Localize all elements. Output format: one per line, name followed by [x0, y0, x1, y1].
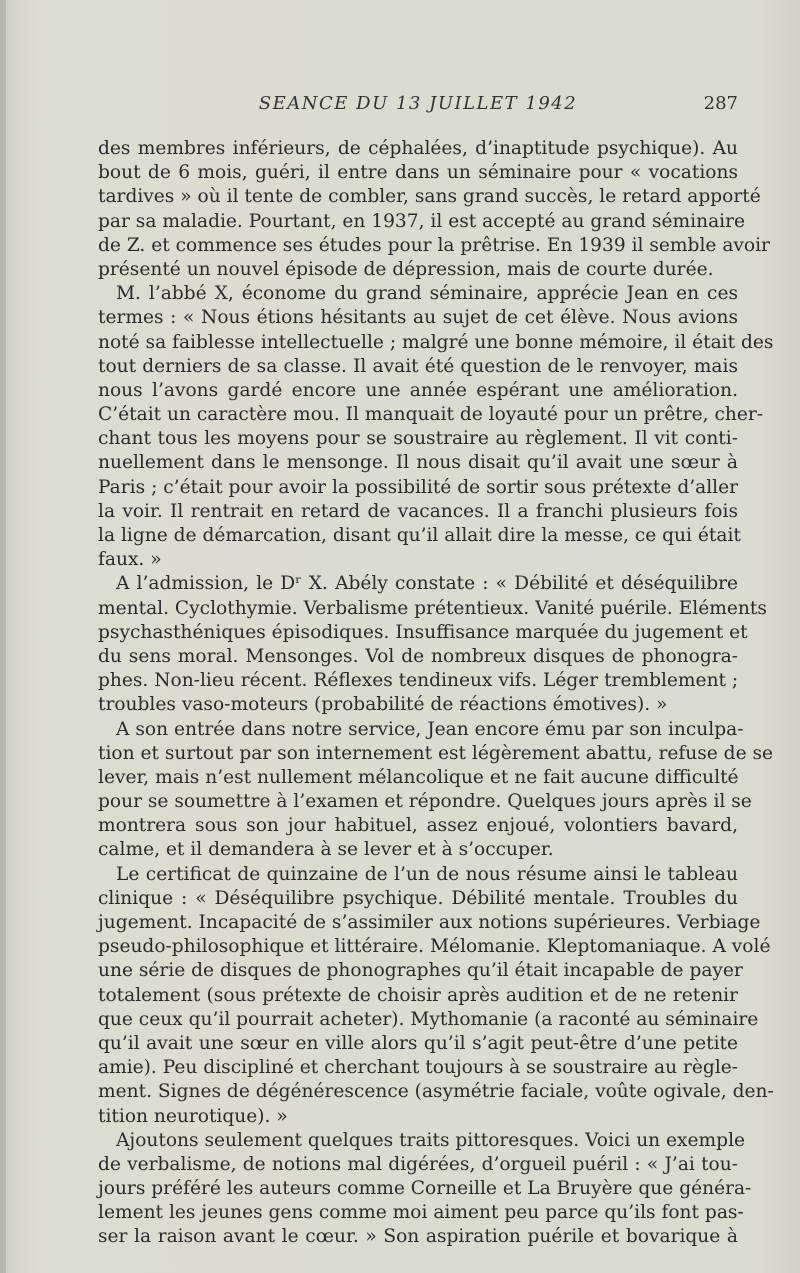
text-line: termes : « Nous étions hésitants au sujet de cet élève. Nous avions: [98, 307, 738, 329]
text-line: tion et surtout par son internement est légèrement abattu, refuse de se: [98, 742, 774, 764]
text-line: chant tous les moyens pour se soustraire au règlement. Il vit conti-: [98, 428, 738, 450]
text-line: C’était un caractère mou. Il manquait de loyauté pour un prêtre, cher-: [98, 404, 764, 426]
text-line: M. l’abbé X, économe du grand séminaire, apprécie Jean en ces: [116, 283, 738, 305]
text-line: tout derniers de sa classe. Il avait été question de le renvoyer, mais: [98, 355, 738, 377]
text-line: la ligne de démarcation, disant qu’il allait dire la messe, ce qui était: [98, 525, 741, 546]
text-line: nuellement dans le mensonge. Il nous disait qu’il avait une sœur à: [98, 452, 738, 474]
text-line: que ceux qu’il pourrait acheter). Mythomanie (a raconté au séminaire: [98, 1008, 759, 1030]
page-number: 287: [703, 93, 738, 114]
text-line: jours préféré les auteurs comme Corneille et La Bruyère que généra-: [98, 1178, 752, 1200]
text-line: Le certificat de quinzaine de l’un de nous résume ainsi le tableau: [116, 863, 738, 885]
text-line: tardives » où il tente de combler, sans grand succès, le retard apporté: [98, 186, 761, 208]
text-line: bout de 6 mois, guéri, il entre dans un séminaire pour « vocations: [98, 162, 738, 184]
text-line: pour se soumettre à l’examen et répondre. Quelques jours après il se: [98, 791, 752, 813]
text-line: Paris ; c’était pour avoir la possibilité de sortir sous prétexte d’aller: [98, 476, 738, 498]
text-line: pseudo-philosophique et littéraire. Mélomanie. Kleptomaniaque. A volé: [98, 936, 771, 958]
text-line: tition neurotique). »: [98, 1105, 288, 1127]
text-line: A l’admission, le Dʳ X. Abély constate : « Débilité et déséquilibre: [116, 573, 738, 595]
text-line: nous l’avons gardé encore une année espérant une amélioration.: [98, 379, 738, 401]
text-line: la voir. Il rentrait en retard de vacances. Il a franchi plusieurs fois: [98, 500, 738, 522]
text-line: mental. Cyclothymie. Verbalisme prétentieux. Vanité puérile. Eléments: [98, 597, 767, 619]
text-line: amie). Peu discipliné et cherchant toujours à se soustraire au règle-: [98, 1057, 739, 1079]
text-line: Ajoutons seulement quelques traits pittoresques. Voici un exemple: [116, 1129, 746, 1151]
running-title: SEANCE DU 13 JUILLET 1942: [258, 93, 578, 114]
text-line: des membres inférieurs, de céphalées, d’inaptitude psychique). Au: [98, 138, 738, 159]
text-line: jugement. Incapacité de s’assimiler aux notions supérieures. Verbiage: [98, 912, 761, 933]
text-line: totalement (sous prétexte de choisir après audition et de ne retenir: [98, 984, 738, 1006]
text-line: présenté un nouvel épisode de dépression, mais de courte durée.: [98, 258, 714, 280]
text-line: de verbalisme, de notions mal digérées, d’orgueil puéril : « J’ai tou-: [98, 1153, 738, 1175]
text-line: une série de disques de phonographes qu’il était incapable de payer: [98, 960, 743, 982]
text-line: clinique : « Déséquilibre psychique. Débilité mentale. Troubles du: [98, 887, 738, 909]
text-line: ment. Signes de dégénérescence (asymétrie faciale, voûte ogivale, den-: [98, 1081, 774, 1103]
text-line: montrera sous son jour habituel, assez enjoué, volontiers bavard,: [98, 815, 738, 837]
text-line: du sens moral. Mensonges. Vol de nombreux disques de phonogra-: [98, 645, 738, 667]
text-line: lement les jeunes gens comme moi aiment peu parce qu’ils font pas-: [98, 1202, 744, 1224]
text-line: de Z. et commence ses études pour la prêtrise. En 1939 il semble avoir: [98, 234, 770, 256]
text-line: calme, et il demandera à se lever et à s’occuper.: [98, 839, 554, 861]
page-binding-edge: [0, 0, 6, 1273]
text-line: lever, mais n’est nullement mélancolique et ne fait aucune difficulté: [98, 766, 739, 788]
text-line: par sa maladie. Pourtant, en 1937, il est accepté au grand séminaire: [98, 210, 746, 232]
text-line: qu’il avait une sœur en ville alors qu’il s’agit peut-être d’une petite: [98, 1032, 738, 1054]
text-line: A son entrée dans notre service, Jean encore ému par son inculpa-: [116, 718, 744, 740]
text-line: faux. »: [98, 549, 162, 571]
text-line: psychasthéniques épisodiques. Insuffisance marquée du jugement et: [98, 621, 748, 643]
text-line: troubles vaso-moteurs (probabilité de réactions émotives). »: [98, 694, 668, 716]
body-text: [98, 137, 774, 1250]
text-line: phes. Non-lieu récent. Réflexes tendineux vifs. Léger tremblement ;: [98, 670, 739, 692]
page-header: [98, 93, 738, 119]
text-line: noté sa faiblesse intellectuelle ; malgré une bonne mémoire, il était des: [98, 331, 774, 353]
text-line: ser la raison avant le cœur. » Son aspiration puérile et bovarique à: [98, 1226, 738, 1248]
